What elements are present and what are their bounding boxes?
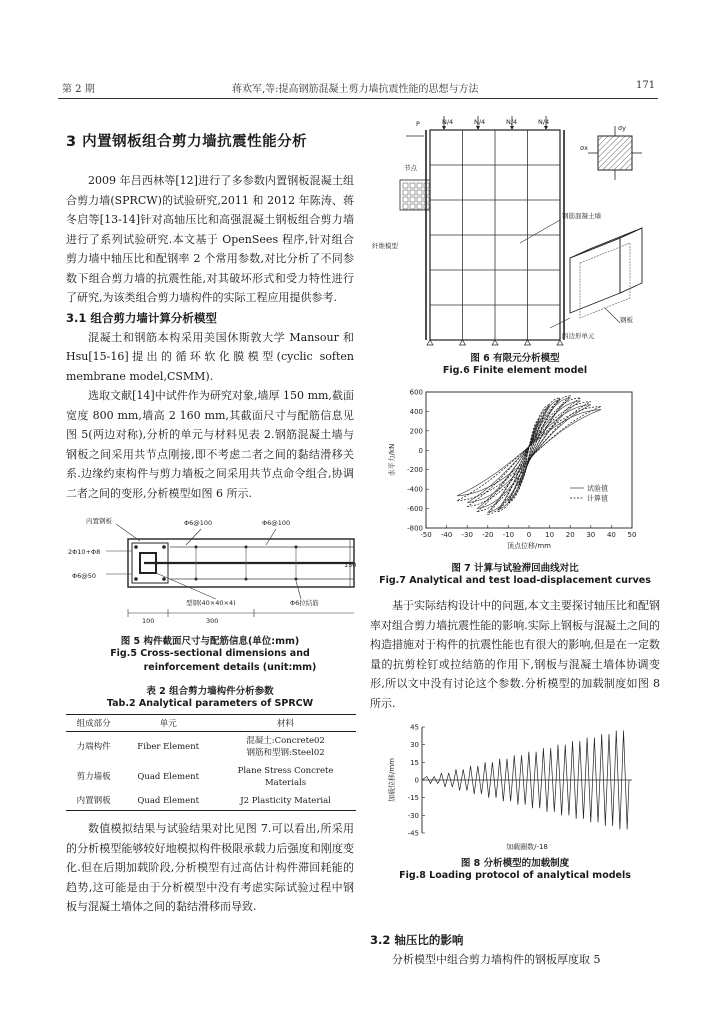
fig6-node-cell	[417, 204, 422, 209]
fig8-y-tick-label: 0	[414, 776, 419, 785]
fig6-top-load: N/4	[506, 118, 518, 126]
fig7-x-tick-label: 0	[526, 531, 532, 539]
fig5-label-dim2: 300	[206, 617, 219, 625]
figure-8-loading-protocol-chart	[370, 721, 660, 853]
table2-cell: Plane Stress Concrete Materials	[237, 766, 334, 788]
figure-7-hysteresis-chart	[370, 386, 660, 558]
fig8-y-tick-label: 15	[410, 758, 419, 767]
fig7-legend-label: 试验值	[587, 484, 608, 493]
fig6-element-detail	[598, 136, 632, 170]
fig6-support	[557, 340, 563, 345]
table2-header: 单元	[121, 715, 215, 732]
fig6-label-fiber: 纤维模型	[372, 242, 398, 250]
table2-cell: Quad Element	[137, 772, 199, 782]
fig8-y-tick-label: -45	[407, 829, 419, 838]
fig7-y-tick-label: -800	[407, 524, 423, 533]
fig8-y-tick-label: -15	[407, 794, 419, 803]
fig8-caption-en: Fig.8 Loading protocol of analytical models	[399, 870, 631, 881]
fig5-label-embedded-plate: 内置钢板	[86, 517, 112, 525]
section-3-1-para-2: 选取文献[14]中试件作为研究对象,墙厚 150 mm,截面宽度 800 mm,墙高 2 160 mm,其截面尺寸与配筋信息见图 5(两边对称),分析的单元与材料见表 2.钢筋混凝土墙与钢板之间采用共节点刚接,即不考虑二者之间的黏结滑移关系.边缘约束构件与剪力墙板之间采用共节点命令组合,协调二者之间的变形,分析模型如图 6 所示.	[66, 389, 354, 500]
table2-cell: Quad Element	[121, 792, 215, 811]
right-paragraph: 基于实际结构设计中的问题,本文主要探讨轴压比和配钢率对组合剪力墙抗震性能的影响.实际上钢板与混凝土之间的构造措施对于构件的抗震性能也有很大的影响,但是在一定数量的抗剪栓钉或拉结筋的作用下,钢板与混凝土墙体协调变形,所以文中没有讨论这个参数.分析模型的加载制度如图 8 所示.	[370, 599, 660, 710]
fig6-support	[525, 340, 531, 345]
fig7-y-tick-label: 200	[409, 427, 423, 436]
table2-cell: 混凝土:Concrete02 钢筋和型钢:Steel02	[246, 736, 325, 758]
fig5-caption-cn: 图 5 构件截面尺寸与配筋信息(单位:mm)	[120, 636, 300, 647]
fig6-node-cell	[417, 190, 422, 195]
fig6-node-grid	[403, 183, 429, 209]
fig6-node-cell	[410, 183, 415, 188]
fig6-mesh	[406, 116, 564, 345]
fig5-rebar	[162, 577, 166, 581]
figure-6-fe-model	[370, 108, 660, 348]
fig5-label-dim1: 100	[142, 617, 155, 625]
table2-cell: J2 Plasticity Material	[215, 792, 356, 811]
fig6-label-quad: 四边形单元	[562, 332, 595, 340]
fig5-label-section-steel: 型钢(40×40×4)	[186, 599, 236, 607]
fig7-x-axis-label: 顶点位移/mm	[507, 542, 551, 550]
fig7-y-tick-label: 0	[418, 446, 423, 455]
fig7-x-tick-label: -20	[482, 531, 494, 539]
fig8-y-tick-label: 30	[410, 741, 419, 750]
table-row	[66, 792, 356, 811]
left-bottom-paragraph: 数值模拟结果与试验结果对比见图 7.可以看出,所采用的分析模型能够较好地模拟构件极限承载力后强度和刚度变化.但在后期加载阶段,分析模型有过高估计构件滞回耗能的趋势,这可能是由于分析模型中没有考虑实际试验过程中钢板与混凝土墙体之间的黏结滑移而导致.	[66, 822, 354, 913]
fig6-label-p: P	[416, 120, 420, 128]
header-page: 171	[636, 80, 656, 91]
fig8-x-axis-label: 加载圈数/-18	[506, 843, 548, 851]
fig7-y-tick-label: -600	[407, 505, 423, 514]
fig8-y-tick-label: 45	[410, 723, 419, 732]
fig6-3d-element	[570, 238, 620, 313]
table2-caption-cn: 表 2 组合剪力墙构件分析参数	[146, 686, 274, 697]
fig6-node-cell	[410, 197, 415, 202]
fig5-label-tie: Φ6拉结筋	[290, 599, 319, 607]
fig8-y-axis-label: 加载位移/mm	[388, 758, 396, 802]
fig6-load-arrowhead	[544, 126, 548, 130]
fig6-support	[492, 340, 498, 345]
table-2	[66, 714, 356, 811]
fig6-support	[460, 340, 466, 345]
section-3-1-para-1: 混凝土和钢筋本构采用美国休斯敦大学 Mansour 和 Hsu[15-16]提出的循环软化膜模型(cyclic soften membrane model,CSMM).	[66, 330, 354, 383]
fig7-x-tick-label: 50	[627, 531, 637, 539]
fig7-y-tick-label: -400	[407, 485, 423, 494]
fig5-caption-en-2: reinforcement details (unit:mm)	[143, 662, 317, 673]
fig7-legend-label: 计算值	[587, 494, 608, 503]
table2-cell: 剪力墙板	[76, 772, 111, 782]
fig6-top-load: N/4	[442, 118, 454, 126]
fig6-node-cell	[403, 204, 408, 209]
fig6-sigma-y: σy	[618, 124, 626, 132]
fig5-caption-en-1: Fig.5 Cross-sectional dimensions and	[110, 648, 310, 659]
fig5-rebar	[134, 545, 138, 549]
fig5-label-long-bar: 2Φ10+Φ8	[68, 548, 101, 556]
fig5-label-height: 150	[344, 561, 357, 569]
fig6-node-cell	[403, 197, 408, 202]
table2-header: 组成部分	[66, 715, 121, 732]
fig5-rebar	[134, 577, 138, 581]
table2-caption-en: Tab.2 Analytical parameters of SPRCW	[106, 698, 314, 709]
fig7-y-tick-label: 400	[409, 407, 423, 416]
fig5-label-dist-bar: Φ6@100	[262, 519, 291, 527]
fig7-y-axis-label: 水平力/kN	[388, 443, 396, 477]
fig7-caption-en: Fig.7 Analytical and test load-displacement curves	[379, 575, 651, 586]
fig7-x-tick-label: 10	[545, 531, 555, 539]
fig7-y-tick-label: -200	[407, 466, 423, 475]
table2-cell: Fiber Element	[137, 742, 200, 752]
table2-cell: 内置钢板	[66, 792, 121, 811]
fig6-node-cell	[403, 183, 408, 188]
fig6-top-load: N/4	[538, 118, 550, 126]
fig7-caption-cn: 图 7 计算与试验滞回曲线对比	[451, 563, 579, 574]
fig8-y-tick-label: -30	[407, 811, 419, 820]
figure-5-section-drawing	[66, 511, 357, 629]
fig6-caption-en: Fig.6 Finite element model	[442, 365, 588, 376]
section-3-intro: 2009 年吕西林等[12]进行了多参数内置钢板混凝土组合剪力墙(SPRCW)的试验研究,2011 和 2012 年陈涛、蒋冬启等[13-14]针对高轴压比和高强混凝土钢板组合剪力墙进行了系列试验研究.本文基于 OpenSees 程序,针对组合剪力墙中轴压比和配钢率 2 个常用参数,对比分析了不同参数下组合剪力墙的抗震性能,对其破坏形式和受力特性进行了研究,为该类组合剪力墙构件的实际工程应用提供参考.	[66, 174, 354, 304]
fig7-x-tick-label: -40	[440, 531, 453, 539]
fig6-top-load: N/4	[474, 118, 486, 126]
fig5-label-stirrup: Φ6@100	[184, 519, 213, 527]
header-rule	[58, 98, 658, 99]
table-row	[66, 762, 356, 792]
fig6-label-wall: 钢筋混凝土墙	[562, 212, 601, 220]
fig7-hysteresis-loop	[457, 407, 601, 501]
header-title: 蒋欢军,等:提高钢筋混凝土剪力墙抗震性能的思想与方法	[232, 84, 479, 95]
section-3-title: 3 内置钢板组合剪力墙抗震性能分析	[66, 134, 308, 150]
fig6-support	[427, 340, 433, 345]
section-3-1-title: 3.1 组合剪力墙计算分析模型	[66, 310, 217, 325]
left-column	[66, 108, 357, 917]
fig7-x-tick-label: 30	[586, 531, 596, 539]
fig7-x-tick-label: 20	[565, 531, 575, 539]
fig6-node-cell	[417, 183, 422, 188]
fig7-x-tick-label: 40	[606, 531, 616, 539]
fig6-node-cell	[410, 204, 415, 209]
fig7-x-tick-label: -10	[502, 531, 515, 539]
fig6-node-cell	[417, 197, 422, 202]
fig7-hysteresis-loop	[467, 402, 591, 507]
fig6-label-node: 节点	[404, 164, 417, 172]
right-column	[370, 108, 660, 883]
section-3-2	[370, 930, 660, 970]
fig5-label-tie-bar: Φ6@50	[72, 572, 97, 580]
fig6-node-cell	[403, 190, 408, 195]
section-3-2-title: 3.2 轴压比的影响	[370, 933, 464, 947]
fig6-load-arrowhead	[476, 126, 480, 130]
table-row	[66, 732, 356, 763]
fig7-x-tick-label: -30	[461, 531, 473, 539]
fig8-caption-cn: 图 8 分析模型的加载制度	[460, 858, 570, 869]
table2-cell: 力端构件	[76, 742, 111, 752]
section-3-2-para: 分析模型中组合剪力墙构件的钢板厚度取 5	[392, 953, 601, 966]
fig5-rebar	[162, 545, 166, 549]
fig7-y-tick-label: 600	[409, 388, 423, 397]
fig6-label-plate: 钢板	[620, 316, 633, 324]
fig7-hysteresis-loop	[457, 409, 601, 495]
fig6-load-arrowhead	[442, 126, 446, 130]
header-issue: 第 2 期	[62, 84, 95, 95]
table2-header: 材料	[215, 715, 356, 732]
fig6-node-cell	[410, 190, 415, 195]
fig6-caption-cn: 图 6 有限元分析模型	[470, 353, 560, 364]
fig7-x-tick-label: -50	[420, 531, 432, 539]
fig6-load-arrowhead	[510, 126, 514, 130]
fig6-sigma-x: σx	[580, 144, 588, 152]
